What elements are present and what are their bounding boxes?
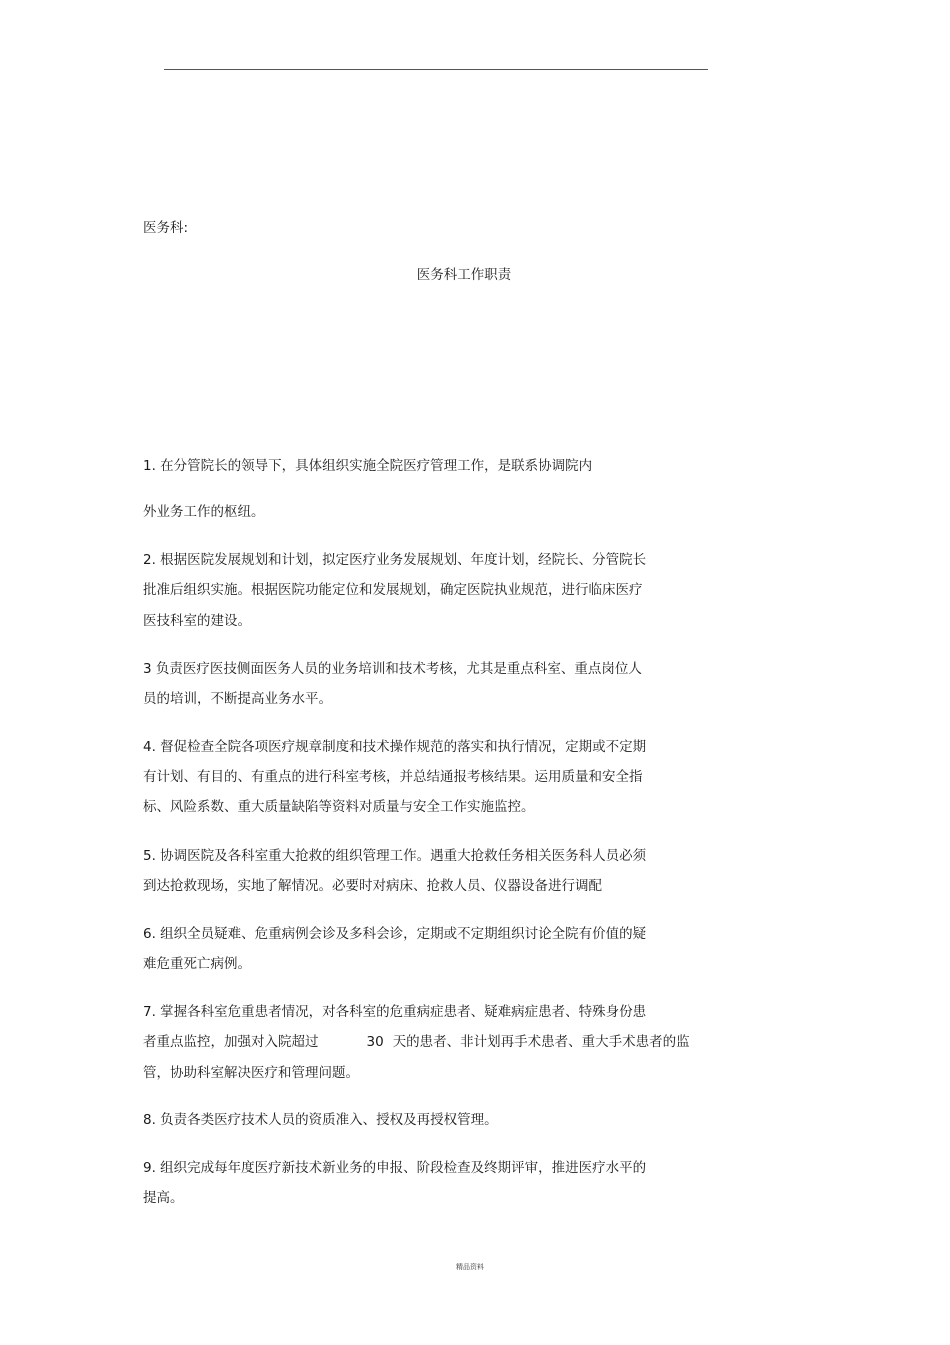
item-4-line-1: 4. 督促检查全院各项医疗规章制度和技术操作规范的落实和执行情况，定期或不定期 xyxy=(143,739,647,755)
document-title: 医务科工作职责 xyxy=(416,267,512,283)
item-2-line-2: 批准后组织实施。根据医院功能定位和发展规划，确定医院执业规范，进行临床医疗 xyxy=(143,582,643,598)
item-4-line-3: 标、风险系数、重大质量缺陷等资料对质量与安全工作实施监控。 xyxy=(143,799,535,815)
item-4-line-2: 有计划、有目的、有重点的进行科室考核，并总结通报考核结果。运用质量和安全指 xyxy=(143,769,643,785)
item-1-line-1: 1. 在分管院长的领导下，具体组织实施全院医疗管理工作，是联系协调院内 xyxy=(143,458,593,474)
department-label: 医务科: xyxy=(143,220,189,236)
footer-note: 精品资料 xyxy=(456,1263,484,1271)
item-9-line-2: 提高。 xyxy=(143,1190,184,1206)
item-3-line-2: 员的培训，不断提高业务水平。 xyxy=(143,691,332,707)
item-5-line-1: 5. 协调医院及各科室重大抢救的组织管理工作。遇重大抢救任务相关医务科人员必须 xyxy=(143,848,647,864)
item-7-line-1: 7. 掌握各科室危重患者情况，对各科室的危重病症患者、疑难病症患者、特殊身份患 xyxy=(143,1004,647,1020)
item-5-line-2: 到达抢救现场，实地了解情况。必要时对病床、抢救人员、仪器设备进行调配 xyxy=(143,878,602,894)
item-7-line-2-after: 天的患者、非计划再手术患者、重大手术患者的监 xyxy=(392,1034,690,1050)
item-6-line-2: 难危重死亡病例。 xyxy=(143,956,251,972)
item-3-line-1: 3 负责医疗医技侧面医务人员的业务培训和技术考核，尤其是重点科室、重点岗位人 xyxy=(143,661,642,677)
item-7-line-2-before: 者重点监控，加强对入院超过 xyxy=(143,1034,319,1050)
item-2-line-1: 2. 根据医院发展规划和计划，拟定医疗业务发展规划、年度计划，经院长、分管院长 xyxy=(143,552,647,568)
item-1-line-2: 外业务工作的枢纽。 xyxy=(143,504,265,520)
header-rule xyxy=(164,69,708,70)
item-7-line-3: 管，协助科室解决医疗和管理问题。 xyxy=(143,1065,359,1081)
item-2-line-3: 医技科室的建设。 xyxy=(143,613,251,629)
item-7-day-count: 30 xyxy=(366,1034,384,1050)
item-7-line-2 xyxy=(143,1033,690,1051)
item-9-line-1: 9. 组织完成每年度医疗新技术新业务的申报、阶段检查及终期评审，推进医疗水平的 xyxy=(143,1160,647,1176)
item-6-line-1: 6. 组织全员疑难、危重病例会诊及多科会诊，定期或不定期组织讨论全院有价值的疑 xyxy=(143,926,647,942)
item-8-line-1: 8. 负责各类医疗技术人员的资质准入、授权及再授权管理。 xyxy=(143,1112,498,1128)
